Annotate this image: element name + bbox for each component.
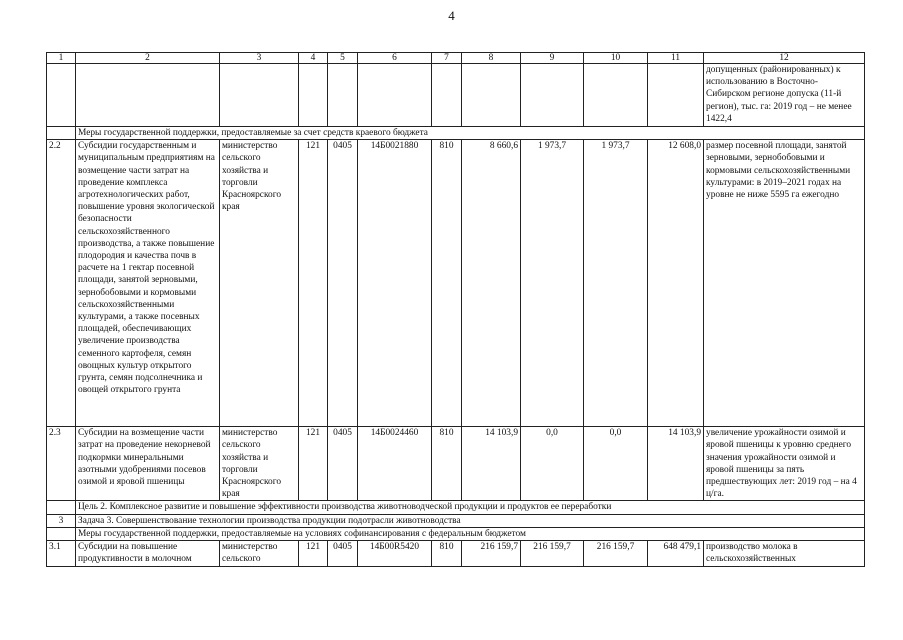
- section-regional-budget-text: Меры государственной поддержки, предоставляемые за счет средств краевого бюджета: [76, 127, 865, 140]
- row-number: 3.1: [47, 541, 76, 567]
- vr-code: 810: [432, 140, 462, 427]
- col-header-12: 12: [704, 53, 865, 64]
- executor: министерство сельского хозяйства и торговли Красноярского края: [220, 427, 299, 501]
- rzpr-code: 0405: [328, 427, 358, 501]
- task-number: 3: [47, 514, 76, 527]
- col-header-11: 11: [648, 53, 704, 64]
- task-row: [47, 514, 865, 527]
- col-header-9: 9: [521, 53, 584, 64]
- col-header-10: 10: [584, 53, 648, 64]
- grbs-code: 121: [299, 541, 328, 567]
- col-header-8: 8: [462, 53, 521, 64]
- rzpr-code: 0405: [328, 140, 358, 427]
- amount-2019: 216 159,7: [462, 541, 521, 567]
- goal-row: [47, 501, 865, 514]
- csr-code: 14Б0024460: [358, 427, 432, 501]
- measure-name: Субсидии государственным и муниципальным предприятиям на возмещение части затрат на проведение комплекса агротехнологических работ, повышение уровня экологической безопасности сельскохозяйственного производства, а также повышение плодородия и качества почв в расчете на 1 гектар посевной площади, занятой зерновыми, зернобобовыми и кормовыми сельскохозяйственными культурами, а также посевных площадей, обеспечивающих увеличение производства семенного картофеля, семян овощных культур открытого грунта, семян подсолнечника и овощей открытого грунта: [76, 140, 220, 427]
- amount-total: 12 608,0: [648, 140, 704, 427]
- measure-name: Субсидии на повышение продуктивности в молочном: [76, 541, 220, 567]
- section-cofinance-text: Меры государственной поддержки, предоставляемые на условиях софинансирования с федеральным бюджетом: [76, 527, 865, 540]
- vr-code: 810: [432, 427, 462, 501]
- row-number: 2.2: [47, 140, 76, 427]
- col-header-2: 2: [76, 53, 220, 64]
- page-number: 4: [448, 8, 455, 23]
- column-number-row: [47, 53, 865, 64]
- amount-2020: 0,0: [521, 427, 584, 501]
- measure-name: Субсидии на возмещение части затрат на проведение некорневой подкормки минеральными азотными удобрениями посевов озимой и яровой пшеницы: [76, 427, 220, 501]
- csr-code: 14Б0021880: [358, 140, 432, 427]
- expected-result: производство молока в сельскохозяйственных: [704, 541, 865, 567]
- col-header-6: 6: [358, 53, 432, 64]
- amount-2021: 0,0: [584, 427, 648, 501]
- amount-2021: 1 973,7: [584, 140, 648, 427]
- col-header-7: 7: [432, 53, 462, 64]
- amount-2021: 216 159,7: [584, 541, 648, 567]
- executor: министерство сельского хозяйства и торговли Красноярского края: [220, 140, 299, 427]
- section-regional-budget: [47, 127, 865, 140]
- col-header-1: 1: [47, 53, 76, 64]
- program-measures-table: [46, 52, 865, 567]
- csr-code: 14Б00R5420: [358, 541, 432, 567]
- col-header-4: 4: [299, 53, 328, 64]
- col-header-3: 3: [220, 53, 299, 64]
- amount-2020: 216 159,7: [521, 541, 584, 567]
- expected-result: увеличение урожайности озимой и яровой пшеницы к уровню среднего значения урожайности озимой и яровой пшеницы за пять предшествующих лет: 2019 год – на 4 ц/га.: [704, 427, 865, 501]
- continued-indicator-cell: допущенных (районированных) к использованию в Восточно-Сибирском регионе допуска (11-й регион), тыс. га: 2019 год – не менее 1422,4: [704, 64, 865, 127]
- table-row: [47, 541, 865, 567]
- rzpr-code: 0405: [328, 541, 358, 567]
- amount-total: 648 479,1: [648, 541, 704, 567]
- row-number: 2.3: [47, 427, 76, 501]
- section-cofinance: [47, 527, 865, 540]
- vr-code: 810: [432, 541, 462, 567]
- executor: министерство сельского: [220, 541, 299, 567]
- continuation-row: [47, 64, 865, 127]
- amount-2020: 1 973,7: [521, 140, 584, 427]
- amount-2019: 8 660,6: [462, 140, 521, 427]
- col-header-5: 5: [328, 53, 358, 64]
- grbs-code: 121: [299, 140, 328, 427]
- goal-2-text: Цель 2. Комплексное развитие и повышение эффективности производства животноводческой продукции и продуктов ее переработки: [76, 501, 865, 514]
- table-row: [47, 140, 865, 427]
- amount-2019: 14 103,9: [462, 427, 521, 501]
- expected-result: размер посевной площади, занятой зерновыми, зернобобовыми и кормовыми сельскохозяйственными культурами: в 2019–2021 годах на уровне не ниже 5595 га ежегодно: [704, 140, 865, 427]
- table-row: [47, 427, 865, 501]
- amount-total: 14 103,9: [648, 427, 704, 501]
- task-3-text: Задача 3. Совершенствование технологии производства продукции подотрасли животноводства: [76, 514, 865, 527]
- grbs-code: 121: [299, 427, 328, 501]
